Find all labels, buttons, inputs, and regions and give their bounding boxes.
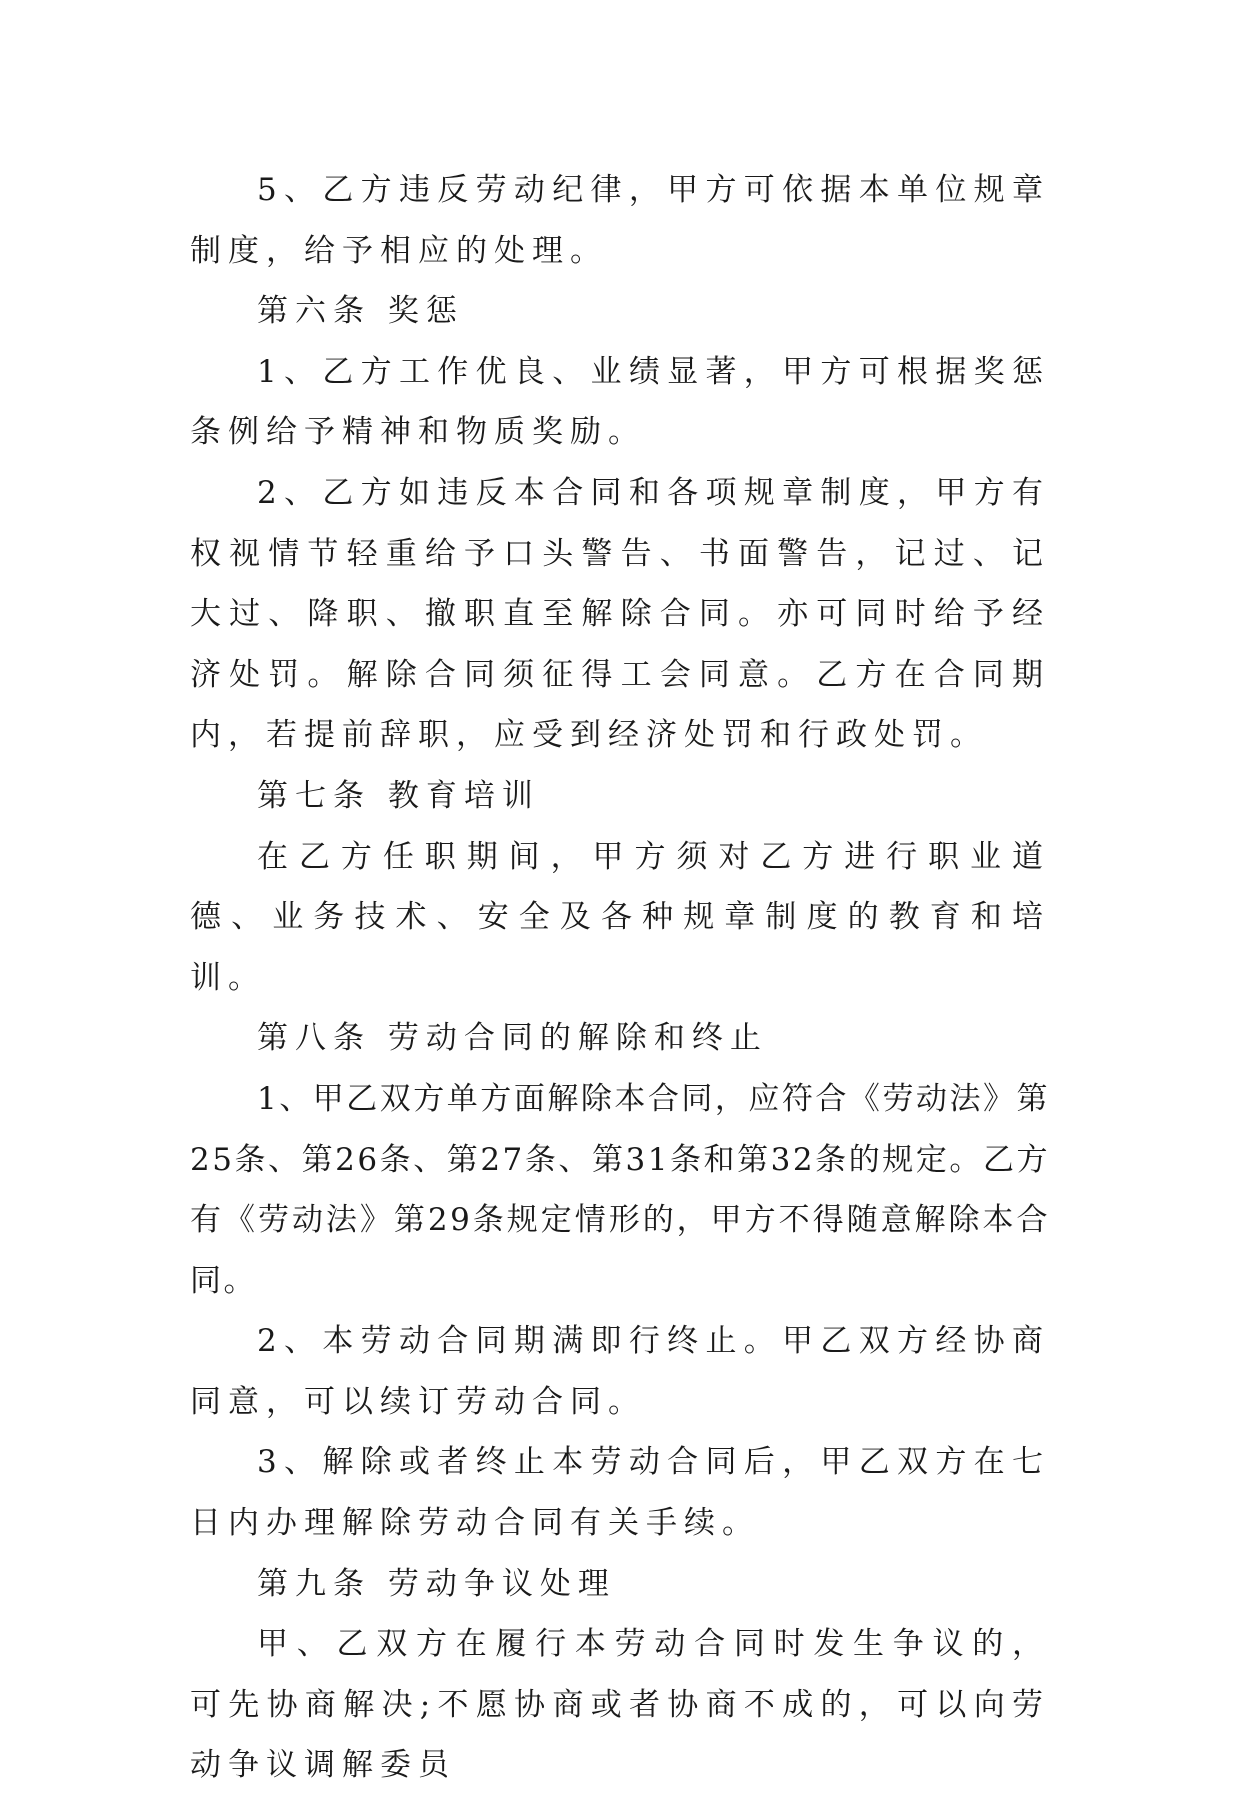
article-7-heading: 第七条 教育培训 (257, 777, 540, 814)
paragraph-training: 在乙方任职期间，甲方须对乙方进行职业道德、业务技术、安全及各种规章制度的教育和培训。 (190, 838, 1050, 996)
paragraph-dispute-resolution: 甲、乙双方在履行本劳动合同时发生争议的，可先协商解决;不愿协商或者协商不成的，可以向劳动争议调解委员 (190, 1626, 1050, 1784)
article-8-heading: 第八条 劳动合同的解除和终止 (257, 1020, 768, 1057)
paragraph-termination-rules: 1、甲乙双方单方面解除本合同，应符合《劳动法》第25条、第26条、第27条、第31条和第32条的规定。乙方有《劳动法》第29条规定情形的，甲方不得随意解除本合同。 (190, 1080, 1050, 1299)
paragraph-contract-expiry: 2、本劳动合同期满即行终止。甲乙双方经协商同意，可以续订劳动合同。 (190, 1323, 1050, 1420)
paragraph-discipline-handling: 5、乙方违反劳动纪律，甲方可依据本单位规章制度，给予相应的处理。 (190, 172, 1050, 269)
paragraph-reward: 1、乙方工作优良、业绩显著，甲方可根据奖惩条例给予精神和物质奖励。 (190, 353, 1050, 451)
article-9-heading: 第九条 劳动争议处理 (257, 1565, 616, 1602)
paragraph-termination-procedures: 3、解除或者终止本劳动合同后，甲乙双方在七日内办理解除劳动合同有关手续。 (190, 1444, 1050, 1542)
article-6-heading: 第六条 奖惩 (257, 293, 464, 330)
document-body (190, 160, 1050, 1796)
paragraph-punishment: 2、乙方如违反本合同和各项规章制度，甲方有权视情节轻重给予口头警告、书面警告，记过、记大过、降职、撤职直至解除合同。亦可同时给予经济处罚。解除合同须征得工会同意。乙方在合同期内，若提前辞职，应受到经济处罚和行政处罚。 (190, 474, 1050, 754)
